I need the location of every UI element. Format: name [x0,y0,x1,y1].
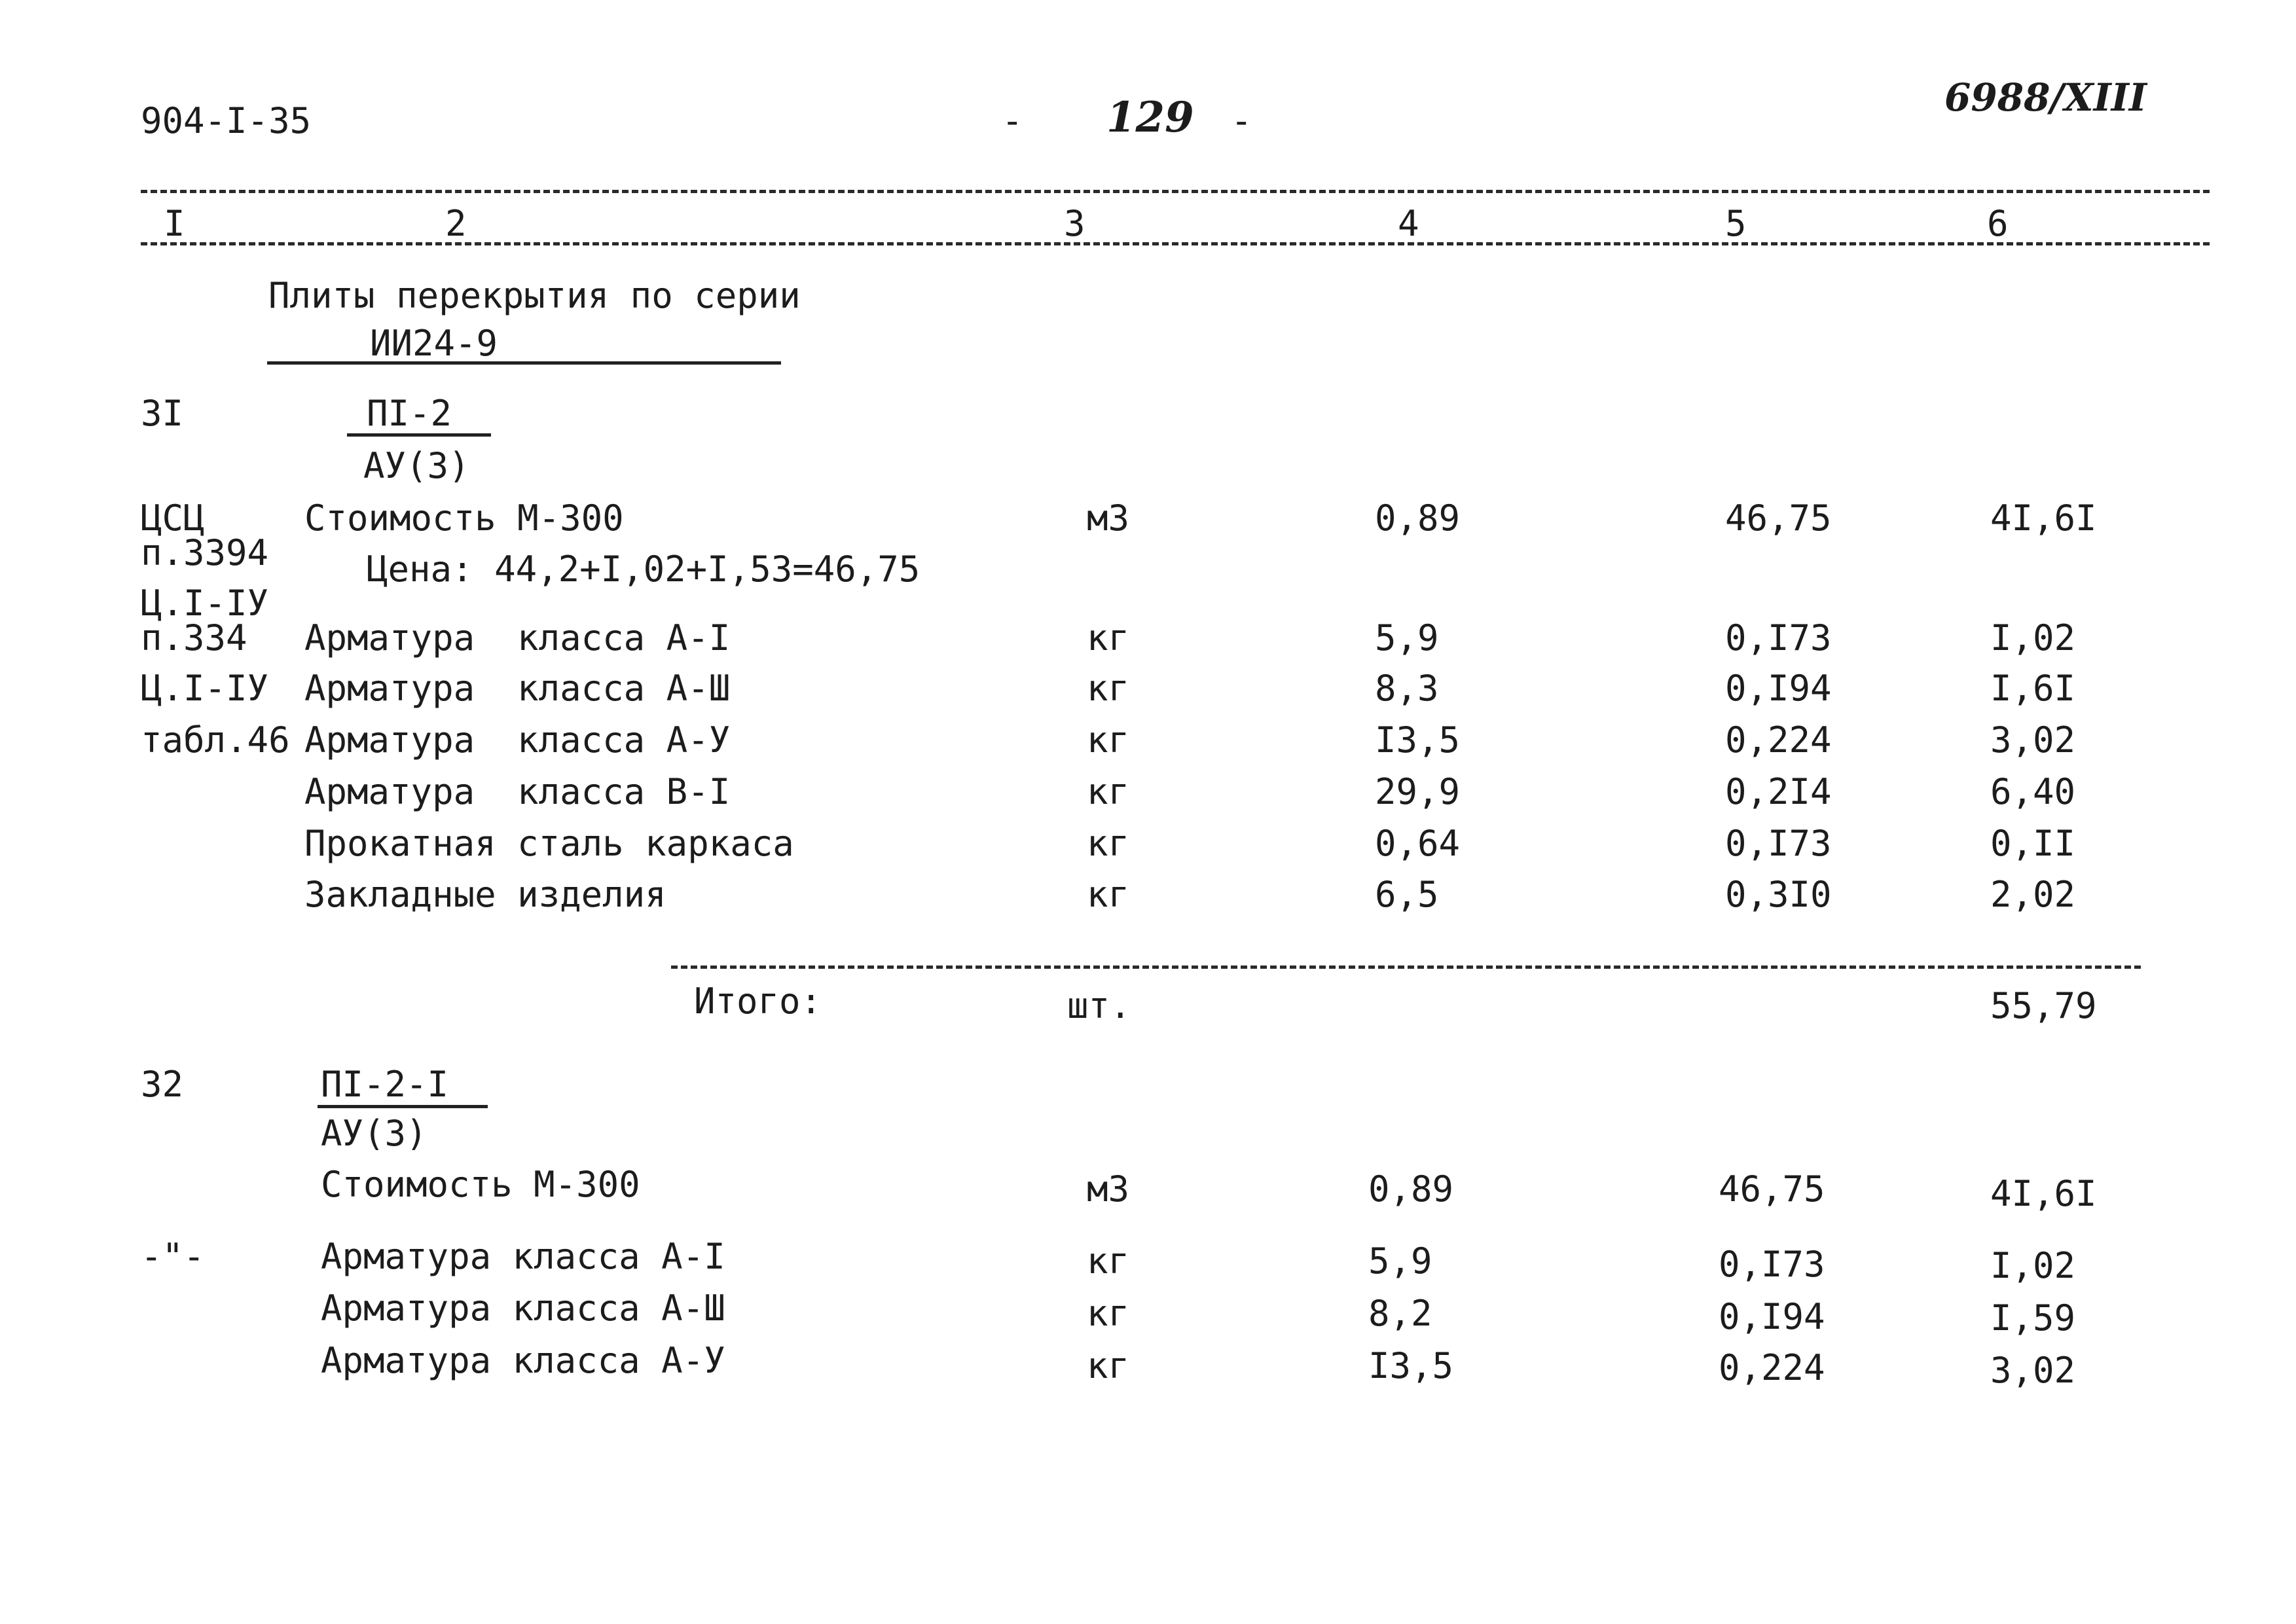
section-title-line1: Плиты перекрытия по серии [268,275,801,316]
item-31-row-price: 0,224 [1725,719,1832,761]
page-number-suffix: - [1231,100,1252,141]
item-32-row-unit: кг [1087,1345,1130,1386]
item-31-row-price: 0,3I0 [1725,874,1832,915]
section-title-line2: ИИ24-9 [370,323,498,364]
item-32-row-name: Арматура класса А-I [321,1236,725,1277]
item-31-row-qty: 6,5 [1375,874,1439,915]
item-31-row-price: 46,75 [1725,497,1832,539]
item-32-row-total: 3,02 [1990,1350,2076,1391]
column-header-4: 4 [1398,203,1419,244]
item-31-row-qty: 29,9 [1375,771,1461,812]
item-32-mark: ПI-2-I [321,1064,449,1105]
item-31-ref-2: п.3394 [141,532,269,573]
item-32-row-total: 4I,6I [1990,1173,2097,1214]
item-31-total-unit: шт. [1067,985,1131,1026]
section-title-underline [267,361,781,365]
item-32-row-qty: 5,9 [1368,1240,1432,1282]
item-32-row-name: Арматура класса А-Ш [321,1288,725,1329]
item-32-row-unit: м3 [1087,1168,1130,1210]
item-32-row-price: 0,224 [1719,1347,1825,1388]
item-31-row-name: Прокатная сталь каркаса [304,823,794,864]
item-31-row-unit: кг [1087,771,1130,812]
item-32-ditto: -"- [141,1236,205,1277]
item-31-row-unit: кг [1087,668,1130,709]
item-31-row-price: 0,I94 [1725,668,1832,709]
item-31-row-total: 3,02 [1990,719,2076,761]
item-31-total-value: 55,79 [1990,985,2097,1026]
column-header-6: 6 [1987,203,2009,244]
item-31-row-qty: 0,89 [1375,497,1461,539]
item-32-row-name: Арматура класса А-У [321,1340,725,1381]
item-31-ref-3: Ц.I-IУ [141,583,269,624]
item-31-total-label: Итого: [694,981,822,1022]
item-32-row-qty: 0,89 [1368,1168,1454,1210]
column-header-2: 2 [445,203,467,244]
item-31-row-price: 0,2I4 [1725,771,1832,812]
item-31-row-name: Арматура класса А-У [304,719,731,761]
item-31-total-rule [671,965,2141,969]
item-32-row-price: 0,I94 [1719,1296,1825,1337]
item-31-ref-6: табл.46 [141,719,290,761]
item-32-row-price: 0,I73 [1719,1244,1825,1285]
item-31-row-qty: 5,9 [1375,617,1439,659]
column-header-5: 5 [1725,203,1747,244]
item-31-row-unit: м3 [1087,497,1130,539]
item-31-row-qty: 8,3 [1375,668,1439,709]
item-31-row-total: 4I,6I [1990,497,2097,539]
column-header-bottom-rule [141,242,2210,245]
item-32-row-unit: кг [1087,1240,1130,1282]
item-32-number: 32 [141,1064,184,1105]
item-31-ref-4: п.334 [141,617,247,659]
item-31-row-name: Арматура класса В-I [304,771,731,812]
page-number-prefix: - [1002,100,1023,141]
item-31-row-unit: кг [1087,874,1130,915]
item-31-row-total: I,02 [1990,617,2076,659]
item-32-row-name: Стоимость М-300 [321,1164,640,1205]
item-31-row-price: 0,I73 [1725,617,1832,659]
item-31-row-total: 0,II [1990,823,2076,864]
item-31-row-total: 2,02 [1990,874,2076,915]
item-31-row-name: Арматура класса А-I [304,617,731,659]
column-header-1: I [164,203,185,244]
item-32-row-qty: 8,2 [1368,1293,1432,1334]
item-32-row-unit: кг [1087,1293,1130,1334]
item-31-row-name: Арматура класса А-Ш [304,668,731,709]
item-31-row-name: Стоимость М-300 [304,497,624,539]
item-32-mark-underline [318,1105,488,1108]
page-number: 129 [1106,93,1194,142]
item-32-row-price: 46,75 [1719,1168,1825,1210]
item-31-row-qty: 0,64 [1375,823,1461,864]
item-31-sub: АУ(3) [363,445,470,486]
item-32-sub: АУ(3) [321,1113,428,1154]
item-31-row-unit: кг [1087,719,1130,761]
item-31-row-total: 6,40 [1990,771,2076,812]
item-31-number: 3I [141,393,184,434]
column-header-3: 3 [1064,203,1085,244]
item-31-price-note: Цена: 44,2+I,02+I,53=46,75 [367,549,920,590]
item-31-ref-5: Ц.I-IУ [141,668,269,709]
item-31-ref-1: ЦСЦ [141,497,205,539]
item-31-row-unit: кг [1087,823,1130,864]
item-31-mark: ПI-2 [367,393,452,434]
item-32-row-total: I,59 [1990,1297,2076,1339]
column-header-top-rule [141,190,2210,193]
archive-mark: 6988/XIII [1944,75,2147,120]
item-31-row-qty: I3,5 [1375,719,1461,761]
item-31-row-total: I,6I [1990,668,2076,709]
item-32-row-qty: I3,5 [1368,1345,1454,1386]
doc-code: 904-I-35 [141,100,312,141]
item-31-mark-underline [347,433,491,437]
item-31-row-name: Закладные изделия [304,874,666,915]
item-31-row-price: 0,I73 [1725,823,1832,864]
item-32-row-total: I,02 [1990,1245,2076,1286]
item-31-row-unit: кг [1087,617,1130,659]
